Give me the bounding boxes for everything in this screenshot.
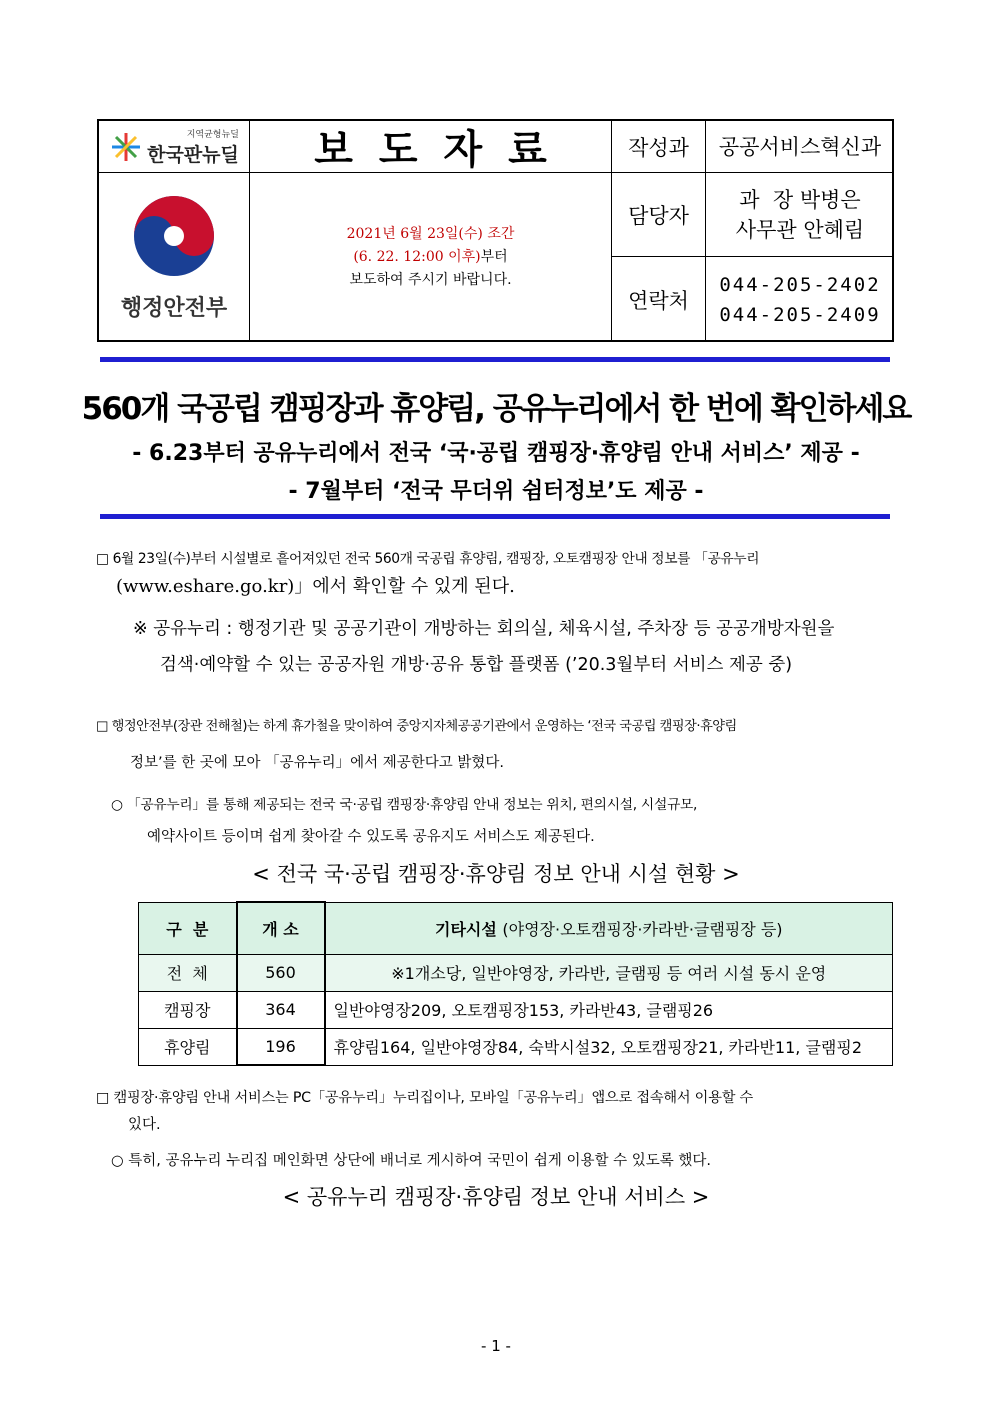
doc-type-cell: [250, 121, 612, 173]
dept-label: 작성과: [612, 121, 706, 173]
ministry-logo: [99, 173, 250, 342]
header-count: 개 소: [237, 902, 325, 954]
paragraph-5-line-1: ○ 특히, 공유누리 누리집 메인화면 상단에 배너로 게시하여 국민이 쉽게 이용할 수 있도록 했다.: [111, 1153, 712, 1169]
row-category: 캠핑장: [139, 991, 237, 1028]
note-line-1: ※ 공유누리 : 행정기관 및 공공기관이 개방하는 회의실, 체육시설, 주차장 등 공공개방자원을: [133, 619, 835, 639]
subheadline-2: - 7월부터 ‘전국 무더위 쉼터정보’도 제공 -: [288, 479, 704, 504]
paragraph-2-line-1: □ 행정안전부(장관 전해철)는 하계 휴가철을 맞이하여 중앙지자체공공기관에서 운영하는 ‘전국 국공립 캠핑장·휴양림: [96, 719, 737, 734]
table-row: [139, 954, 893, 991]
paragraph-1-line-2: (www.eshare.go.kr)」에서 확인할 수 있게 된다.: [116, 576, 515, 597]
logo-main-text: 한국판뉴딜: [147, 143, 239, 166]
table-row: [139, 991, 893, 1028]
contact-line-2: 사무관 안혜림: [735, 217, 865, 242]
row-facilities: 휴양림164, 일반야영장84, 숙박시설32, 오토캠핑장21, 카라반11, 글램핑2: [325, 1028, 893, 1065]
service-caption: < 공유누리 캠핑장·휴양림 정보 안내 서비스 >: [282, 1185, 710, 1209]
row-category: 휴양림: [139, 1028, 237, 1065]
phone-line-1: 044-205-2402: [719, 273, 881, 296]
embargo-time-line: [353, 246, 507, 269]
paragraph-4-line-2: 있다.: [128, 1117, 161, 1133]
paragraph-2-line-2: 정보’를 한 곳에 모아 「공유누리」에서 제공한다고 밝혔다.: [130, 755, 505, 771]
top-divider-bar: [100, 357, 890, 362]
paragraph-3-line-2: 예약사이트 등이며 쉽게 찾아갈 수 있도록 공유지도 서비스도 제공된다.: [147, 829, 595, 845]
header-facilities-suffix: (야영장·오토캠핑장·카라반·글램핑장 등): [502, 919, 783, 939]
embargo-time-suffix: 부터: [480, 249, 508, 265]
facility-table: [138, 901, 893, 1066]
page-number: - 1 -: [481, 1337, 511, 1355]
dept-value-text: 공공서비스혁신과: [718, 134, 882, 159]
contact-person-value: [706, 173, 894, 257]
taegeuk-emblem-icon: [131, 193, 217, 279]
embargo-request: 보도하여 주시기 바랍니다.: [349, 272, 512, 288]
row-count: 364: [237, 991, 325, 1028]
header-category: 구 분: [139, 902, 237, 954]
headline: 560개 국공립 캠핑장과 휴양림, 공유누리에서 한 번에 확인하세요: [81, 391, 911, 427]
ministry-name: 행정안전부: [120, 296, 228, 321]
row-facilities: 일반야영장209, 오토캠핑장153, 카라반43, 글램핑26: [325, 991, 893, 1028]
contact-line-1: 과 장 박병은: [739, 187, 861, 212]
embargo-date: 2021년 6월 23일(수) 조간: [346, 226, 515, 242]
paragraph-3-line-1: ○ 「공유누리」를 통해 제공되는 전국 국·공립 캠핑장·휴양림 안내 정보는 위치, 편의시설, 시설규모,: [111, 797, 698, 813]
row-count: 196: [237, 1028, 325, 1065]
table-header-row: [139, 902, 893, 954]
contact-person-label: 담당자: [612, 173, 706, 257]
row-category: 전 체: [139, 954, 237, 991]
doc-type-title: 보도자료: [314, 126, 573, 173]
phone-value: [706, 257, 894, 342]
row-count: 560: [237, 954, 325, 991]
note-line-2: 검색·예약할 수 있는 공공자원 개방·공유 통합 플랫폼 (’20.3월부터 서비스 제공 중): [160, 655, 793, 675]
header-facilities: [325, 902, 893, 954]
new-deal-star-icon: [109, 130, 143, 164]
subheadline-1: - 6.23부터 공유누리에서 전국 ‘국·공립 캠핑장·휴양림 안내 서비스’ 제공 -: [132, 441, 860, 466]
logo-small-text: 지역균형뉴딜: [186, 129, 239, 140]
table-caption: < 전국 국·공립 캠핑장·휴양림 정보 안내 시설 현황 >: [252, 862, 740, 886]
bottom-divider-bar: [100, 514, 890, 519]
korean-new-deal-logo: [99, 121, 250, 173]
phone-label: 연락처: [612, 257, 706, 342]
embargo-cell: [250, 173, 612, 342]
press-release-header: [97, 119, 894, 342]
table-row: [139, 1028, 893, 1065]
phone-line-2: 044-205-2409: [719, 303, 881, 326]
dept-value: [706, 121, 894, 173]
header-facilities-title: 기타시설: [434, 919, 497, 939]
row-facilities: ※1개소당, 일반야영장, 카라반, 글램핑 등 여러 시설 동시 운영: [325, 954, 893, 991]
paragraph-1-line-1: □ 6월 23일(수)부터 시설별로 흩어져있던 전국 560개 국공립 휴양림, 캠핑장, 오토캠핑장 안내 정보를 「공유누리: [96, 551, 760, 567]
embargo-time: (6. 22. 12:00 이후): [353, 249, 481, 265]
paragraph-4-line-1: □ 캠핑장·휴양림 안내 서비스는 PC「공유누리」누리집이나, 모바일「공유누리」앱으로 접속해서 이용할 수: [96, 1090, 754, 1106]
